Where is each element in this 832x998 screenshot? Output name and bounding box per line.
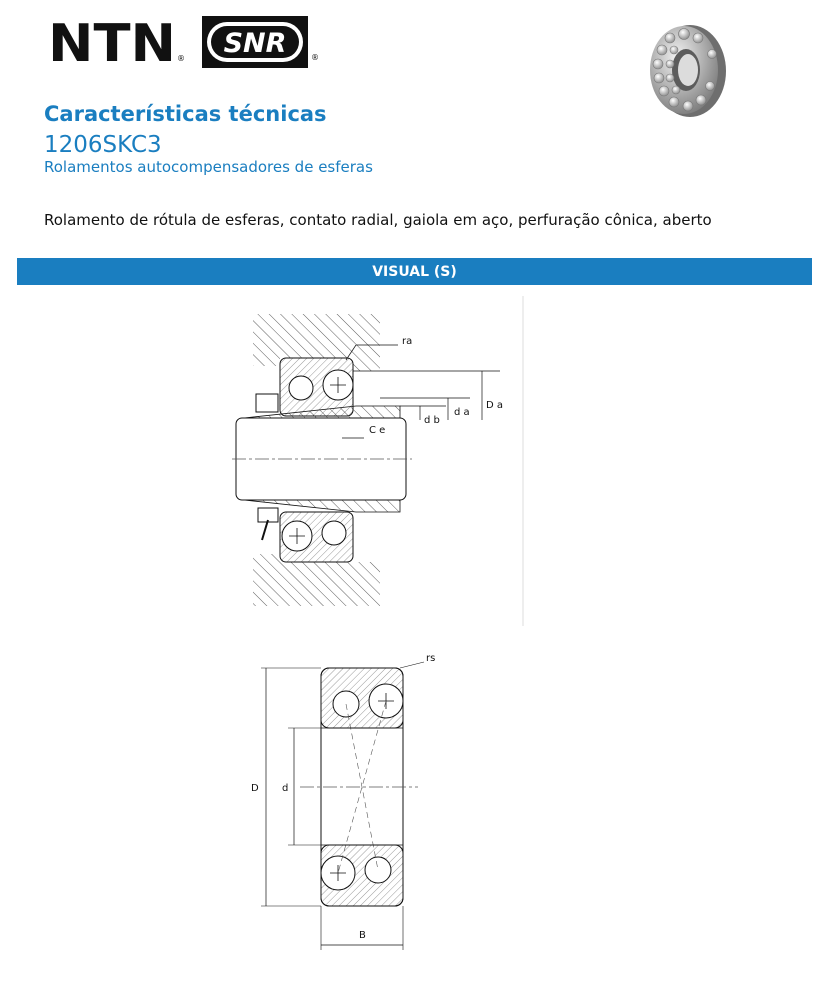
page-title: Características técnicas bbox=[44, 102, 327, 126]
ntn-wordmark: NTN bbox=[48, 18, 176, 66]
product-description: Rolamento de rótula de esferas, contato radial, gaiola em aço, perfuração cônica, aberto bbox=[44, 211, 712, 229]
product-family: Rolamentos autocompensadores de esferas bbox=[44, 158, 373, 176]
snr-wordmark: SNR bbox=[223, 28, 287, 59]
registered-mark: ® bbox=[311, 53, 319, 62]
label-Ce: C e bbox=[369, 425, 386, 436]
model-number: 1206SKC3 bbox=[44, 132, 162, 158]
ntn-logo bbox=[48, 18, 188, 66]
label-da: d a bbox=[454, 407, 470, 418]
label-B: B bbox=[359, 930, 366, 941]
section-banner bbox=[17, 258, 812, 285]
registered-mark: ® bbox=[177, 54, 185, 63]
label-db: d b bbox=[424, 415, 440, 426]
bearing-product-image bbox=[640, 20, 732, 120]
label-rs: rs bbox=[426, 653, 436, 664]
section-banner-label: VISUAL (S) bbox=[372, 263, 457, 280]
label-Da: D a bbox=[486, 400, 504, 411]
label-d: d bbox=[282, 783, 289, 794]
snr-logo bbox=[202, 16, 322, 70]
mounting-dimensions-drawing bbox=[225, 296, 525, 626]
bearing-cross-section-drawing bbox=[245, 648, 445, 954]
label-ra: ra bbox=[402, 336, 413, 347]
label-D: D bbox=[251, 783, 259, 794]
